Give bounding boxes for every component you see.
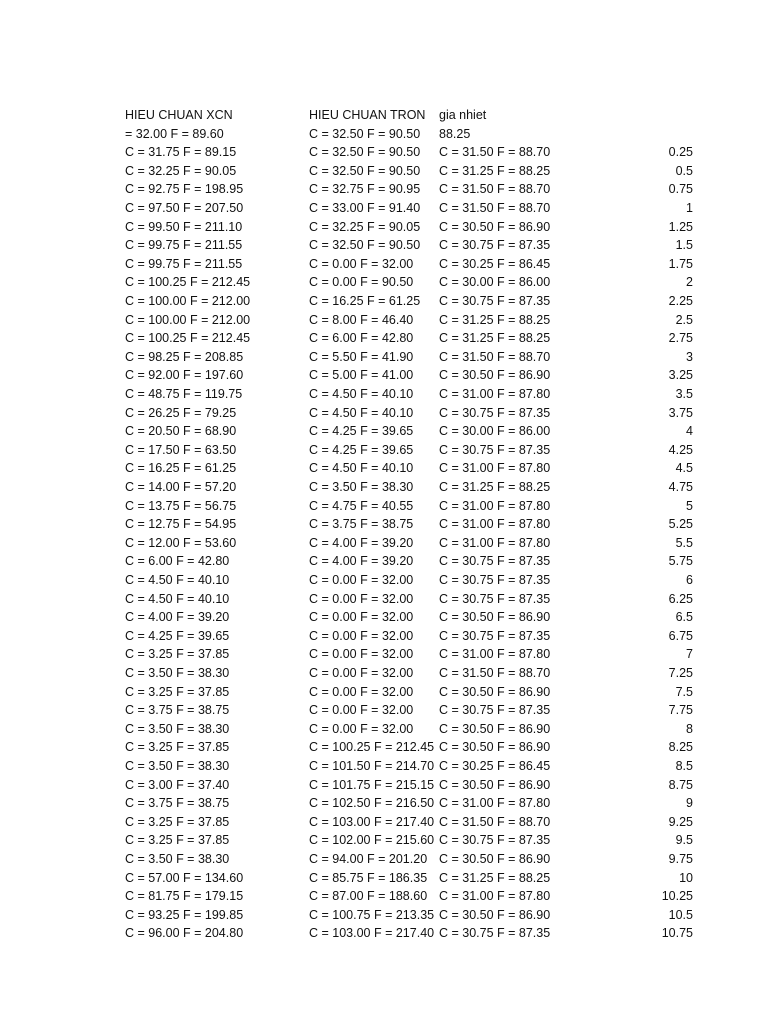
table-row [0,776,768,795]
cell-xcn: C = 92.00 F = 197.60 [125,368,244,383]
table-row [0,515,768,534]
cell-time: 10.5 [668,907,693,922]
header-row [0,106,768,125]
table-row [0,236,768,255]
cell-xcn: C = 3.00 F = 37.40 [125,777,230,792]
table-row [0,645,768,664]
cell-tron: C = 0.00 F = 32.00 [309,666,414,680]
table-row [0,404,768,423]
cell-time: 1 [686,201,693,215]
cell-tron: C = 32.75 F = 90.95 [309,182,421,197]
cell-time: 2.75 [668,331,693,346]
table-row [0,311,768,330]
table-row [0,924,768,943]
table-row [0,441,768,460]
cell-tron: C = 4.50 F = 40.10 [309,405,414,420]
cell-gia-nhiet: C = 30.75 F = 87.35 [439,294,551,308]
table-row [0,683,768,702]
cell-tron: C = 100.25 F = 212.45 [309,740,435,755]
cell-xcn: C = 3.50 F = 38.30 [125,666,230,680]
cell-gia-nhiet: C = 31.00 F = 87.80 [439,889,551,904]
cell-tron: C = 101.75 F = 215.15 [309,777,435,792]
table-row [0,794,768,813]
header-gia-nhiet: gia nhiet [439,108,487,122]
table-row [0,720,768,739]
first-row-xcn: = 32.00 F = 89.60 [125,126,224,141]
cell-xcn: C = 4.50 F = 40.10 [125,573,230,587]
cell-xcn: C = 3.25 F = 37.85 [125,684,230,699]
cell-time: 6.5 [675,610,693,625]
cell-tron: C = 32.50 F = 90.50 [309,145,421,160]
cell-xcn: C = 98.25 F = 208.85 [125,349,244,364]
cell-tron: C = 0.00 F = 32.00 [309,610,414,625]
cell-time: 7.5 [675,684,693,699]
cell-gia-nhiet: C = 30.25 F = 86.45 [439,256,551,271]
table-row [0,534,768,553]
first-row-tron: C = 32.50 F = 90.50 [309,126,421,141]
cell-xcn: C = 13.75 F = 56.75 [125,498,237,513]
cell-tron: C = 102.00 F = 215.60 [309,833,435,848]
first-row-gia-nhiet: 88.25 [439,126,471,141]
cell-gia-nhiet: C = 30.75 F = 87.35 [439,591,551,606]
table-row [0,218,768,237]
cell-tron: C = 87.00 F = 188.60 [309,889,428,904]
cell-xcn: C = 99.50 F = 211.10 [125,219,243,234]
cell-xcn: C = 32.25 F = 90.05 [125,163,237,178]
cell-tron: C = 85.75 F = 186.35 [309,870,428,885]
cell-gia-nhiet: C = 31.25 F = 88.25 [439,480,551,494]
cell-gia-nhiet: C = 30.25 F = 86.45 [439,759,551,773]
cell-time: 9.75 [668,852,693,866]
table-row [0,497,768,516]
cell-gia-nhiet: C = 31.25 F = 88.25 [439,163,551,178]
cell-tron: C = 0.00 F = 32.00 [309,591,414,606]
cell-time: 4.25 [668,442,693,457]
cell-gia-nhiet: C = 30.50 F = 86.90 [439,610,551,625]
table-row [0,422,768,441]
cell-time: 5 [686,498,693,513]
cell-tron: C = 32.50 F = 90.50 [309,238,421,253]
table-row [0,701,768,720]
cell-time: 1.5 [675,238,693,253]
cell-xcn: C = 3.75 F = 38.75 [125,703,230,718]
table-row [0,478,768,497]
table-row [0,571,768,590]
cell-xcn: C = 12.75 F = 54.95 [125,517,237,532]
table-row [0,552,768,571]
cell-gia-nhiet: C = 30.75 F = 87.35 [439,628,551,643]
cell-xcn: C = 14.00 F = 57.20 [125,480,237,494]
cell-xcn: C = 96.00 F = 204.80 [125,926,244,941]
cell-tron: C = 94.00 F = 201.20 [309,852,428,866]
cell-tron: C = 0.00 F = 32.00 [309,684,414,699]
cell-gia-nhiet: C = 31.50 F = 88.70 [439,201,551,215]
table-row [0,329,768,348]
cell-gia-nhiet: C = 30.75 F = 87.35 [439,703,551,718]
table-row [0,143,768,162]
table-row [0,348,768,367]
cell-tron: C = 5.00 F = 41.00 [309,368,414,383]
cell-time: 5.75 [668,554,693,569]
table-row [0,850,768,869]
cell-xcn: C = 12.00 F = 53.60 [125,535,237,550]
cell-time: 6 [686,573,693,587]
cell-tron: C = 3.75 F = 38.75 [309,517,414,532]
cell-xcn: C = 26.25 F = 79.25 [125,405,237,420]
cell-time: 1.25 [668,219,693,234]
table-row [0,608,768,627]
cell-gia-nhiet: C = 31.25 F = 88.25 [439,331,551,346]
table-row [0,292,768,311]
cell-time: 4.5 [675,461,693,476]
table-row [0,385,768,404]
cell-gia-nhiet: C = 30.50 F = 86.90 [439,740,551,755]
cell-gia-nhiet: C = 30.00 F = 86.00 [439,424,551,439]
cell-time: 9 [686,796,693,811]
cell-gia-nhiet: C = 30.75 F = 87.35 [439,833,551,848]
cell-xcn: C = 3.25 F = 37.85 [125,833,230,848]
cell-time: 3.5 [675,387,693,401]
cell-tron: C = 32.25 F = 90.05 [309,219,421,234]
cell-tron: C = 0.00 F = 32.00 [309,256,414,271]
cell-xcn: C = 99.75 F = 211.55 [125,256,243,271]
cell-xcn: C = 4.25 F = 39.65 [125,628,230,643]
cell-gia-nhiet: C = 30.75 F = 87.35 [439,554,551,569]
cell-time: 8.5 [675,759,693,773]
cell-xcn: C = 6.00 F = 42.80 [125,554,230,569]
cell-time: 2.25 [668,294,693,308]
cell-time: 10.75 [661,926,693,941]
cell-time: 4 [686,424,693,439]
table-row [0,459,768,478]
cell-time: 5.5 [675,535,693,550]
cell-time: 7.25 [668,666,693,680]
cell-xcn: C = 93.25 F = 199.85 [125,907,244,922]
cell-tron: C = 0.00 F = 90.50 [309,275,414,290]
cell-time: 7.75 [668,703,693,718]
cell-xcn: C = 17.50 F = 63.50 [125,442,237,457]
cell-time: 8.25 [668,740,693,755]
cell-gia-nhiet: C = 31.00 F = 87.80 [439,517,551,532]
cell-gia-nhiet: C = 30.50 F = 86.90 [439,777,551,792]
cell-tron: C = 6.00 F = 42.80 [309,331,414,346]
cell-time: 9.25 [668,814,693,829]
cell-xcn: C = 81.75 F = 179.15 [125,889,244,904]
table-row [0,627,768,646]
table-row [0,738,768,757]
table-row [0,273,768,292]
cell-gia-nhiet: C = 31.00 F = 87.80 [439,498,551,513]
cell-tron: C = 103.00 F = 217.40 [309,814,435,829]
table-row [0,831,768,850]
cell-gia-nhiet: C = 31.50 F = 88.70 [439,666,551,680]
cell-tron: C = 3.50 F = 38.30 [309,480,414,494]
cell-tron: C = 0.00 F = 32.00 [309,573,414,587]
header-hieu-chuan-xcn: HIEU CHUAN XCN [125,108,233,122]
cell-xcn: C = 97.50 F = 207.50 [125,201,244,215]
cell-gia-nhiet: C = 30.50 F = 86.90 [439,219,551,234]
cell-xcn: C = 20.50 F = 68.90 [125,424,237,439]
cell-xcn: C = 100.25 F = 212.45 [125,331,251,346]
cell-gia-nhiet: C = 31.00 F = 87.80 [439,796,551,811]
cell-time: 3.75 [668,405,693,420]
cell-time: 9.5 [675,833,693,848]
cell-time: 2 [686,275,693,290]
table-row [0,162,768,181]
cell-xcn: C = 4.50 F = 40.10 [125,591,230,606]
cell-gia-nhiet: C = 31.25 F = 88.25 [439,870,551,885]
cell-xcn: C = 99.75 F = 211.55 [125,238,243,253]
cell-tron: C = 4.75 F = 40.55 [309,498,414,513]
cell-xcn: C = 16.25 F = 61.25 [125,461,237,476]
cell-tron: C = 103.00 F = 217.40 [309,926,435,941]
cell-tron: C = 16.25 F = 61.25 [309,294,421,308]
cell-gia-nhiet: C = 30.50 F = 86.90 [439,852,551,866]
cell-gia-nhiet: C = 31.00 F = 87.80 [439,387,551,401]
cell-time: 10 [679,870,693,885]
table-row [0,180,768,199]
table-row [0,366,768,385]
cell-gia-nhiet: C = 31.50 F = 88.70 [439,814,551,829]
cell-gia-nhiet: C = 31.00 F = 87.80 [439,647,551,662]
cell-tron: C = 0.00 F = 32.00 [309,703,414,718]
cell-gia-nhiet: C = 30.75 F = 87.35 [439,442,551,457]
cell-xcn: C = 100.00 F = 212.00 [125,312,251,327]
cell-gia-nhiet: C = 30.50 F = 86.90 [439,368,551,383]
table-row [0,813,768,832]
cell-time: 0.25 [668,145,693,160]
cell-tron: C = 33.00 F = 91.40 [309,201,421,215]
cell-xcn: C = 3.25 F = 37.85 [125,647,230,662]
cell-gia-nhiet: C = 30.00 F = 86.00 [439,275,551,290]
cell-tron: C = 4.25 F = 39.65 [309,424,414,439]
cell-gia-nhiet: C = 30.75 F = 87.35 [439,926,551,941]
table-row [0,906,768,925]
cell-gia-nhiet: C = 30.75 F = 87.35 [439,238,551,253]
cell-tron: C = 5.50 F = 41.90 [309,349,414,364]
cell-time: 6.75 [668,628,693,643]
cell-time: 1.75 [668,256,693,271]
cell-gia-nhiet: C = 31.00 F = 87.80 [439,461,551,476]
table-row [0,757,768,776]
cell-gia-nhiet: C = 31.00 F = 87.80 [439,535,551,550]
cell-gia-nhiet: C = 31.50 F = 88.70 [439,182,551,197]
table-row [0,869,768,888]
cell-xcn: C = 3.50 F = 38.30 [125,759,230,773]
cell-time: 0.5 [675,163,693,178]
header-hieu-chuan-tron: HIEU CHUAN TRON [309,108,426,122]
cell-gia-nhiet: C = 30.50 F = 86.90 [439,907,551,922]
cell-tron: C = 8.00 F = 46.40 [309,312,414,327]
cell-xcn: C = 3.50 F = 38.30 [125,852,230,866]
cell-xcn: C = 3.25 F = 37.85 [125,814,230,829]
cell-gia-nhiet: C = 31.25 F = 88.25 [439,312,551,327]
table-row [0,255,768,274]
cell-xcn: C = 4.00 F = 39.20 [125,610,230,625]
cell-gia-nhiet: C = 30.50 F = 86.90 [439,721,551,736]
cell-time: 8 [686,721,693,736]
cell-time: 6.25 [668,591,693,606]
cell-time: 8.75 [668,777,693,792]
cell-gia-nhiet: C = 30.50 F = 86.90 [439,684,551,699]
cell-gia-nhiet: C = 30.75 F = 87.35 [439,405,551,420]
table-row [0,199,768,218]
cell-time: 10.25 [661,889,693,904]
table-row [0,887,768,906]
table-row [0,590,768,609]
cell-time: 3.25 [668,368,693,383]
cell-time: 2.5 [675,312,693,327]
cell-time: 0.75 [668,182,693,197]
cell-tron: C = 100.75 F = 213.35 [309,907,435,922]
cell-tron: C = 4.25 F = 39.65 [309,442,414,457]
first-data-row [0,125,768,144]
cell-gia-nhiet: C = 30.75 F = 87.35 [439,573,551,587]
cell-gia-nhiet: C = 31.50 F = 88.70 [439,349,551,364]
cell-tron: C = 101.50 F = 214.70 [309,759,435,773]
cell-tron: C = 0.00 F = 32.00 [309,647,414,662]
cell-tron: C = 4.50 F = 40.10 [309,461,414,476]
cell-time: 3 [686,349,693,364]
cell-tron: C = 4.50 F = 40.10 [309,387,414,401]
cell-xcn: C = 57.00 F = 134.60 [125,870,244,885]
table-row [0,664,768,683]
cell-time: 4.75 [668,480,693,494]
cell-tron: C = 4.00 F = 39.20 [309,554,414,569]
cell-tron: C = 0.00 F = 32.00 [309,721,414,736]
cell-tron: C = 32.50 F = 90.50 [309,163,421,178]
cell-xcn: C = 92.75 F = 198.95 [125,182,244,197]
cell-xcn: C = 3.75 F = 38.75 [125,796,230,811]
cell-xcn: C = 3.50 F = 38.30 [125,721,230,736]
cell-time: 7 [686,647,693,662]
cell-xcn: C = 31.75 F = 89.15 [125,145,237,160]
cell-tron: C = 4.00 F = 39.20 [309,535,414,550]
cell-time: 5.25 [668,517,693,532]
cell-xcn: C = 48.75 F = 119.75 [125,387,243,401]
cell-xcn: C = 3.25 F = 37.85 [125,740,230,755]
cell-tron: C = 102.50 F = 216.50 [309,796,435,811]
cell-gia-nhiet: C = 31.50 F = 88.70 [439,145,551,160]
cell-xcn: C = 100.25 F = 212.45 [125,275,251,290]
cell-tron: C = 0.00 F = 32.00 [309,628,414,643]
cell-xcn: C = 100.00 F = 212.00 [125,294,251,308]
